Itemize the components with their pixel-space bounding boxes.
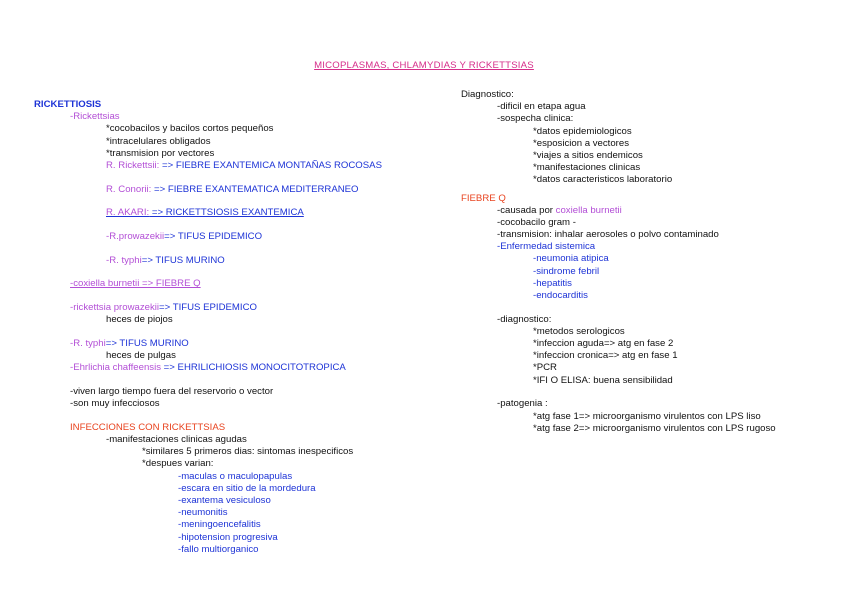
species-disease: => TIFUS MURINO (141, 254, 225, 266)
species-disease: => FIEBRE EXANTEMICA MONTAÑAS ROCOSAS (159, 159, 382, 171)
species-disease: => TIFUS EPIDEMICO (164, 231, 263, 242)
prowazekii-note: heces de piojos (106, 314, 173, 326)
sospecha-item: *datos epidemiologicos (533, 125, 632, 137)
diagnostico-item: *PCR (533, 362, 557, 374)
ehrlichia-line (34, 362, 444, 374)
species-disease: => RICKETTSIOSIS EXANTEMICA (149, 207, 304, 219)
typhi-disease: => TIFUS MURINO (105, 337, 189, 349)
typhi-name: -R. typhi (70, 337, 106, 349)
prowazekii-name: -rickettsia prowazekii (70, 302, 160, 314)
fiebre-item: -cocobacilo gram - (497, 216, 576, 228)
enfermedad-line: -Enfermedad sistemica (497, 241, 596, 253)
species-name: -R.prowazekii (106, 231, 165, 242)
patogenia-item: *atg fase 2=> microorganismo virulentos con LPS rugoso (533, 422, 776, 434)
sospecha-item: *datos caracteristicos laboratorio (533, 174, 673, 186)
causada-prefix: -causada por (497, 204, 556, 216)
species-name: -R. typhi (106, 254, 142, 266)
right-column (461, 89, 841, 435)
enfermedad-item: -sindrome febril (533, 265, 600, 277)
species-name: R. Rickettsii: (106, 159, 160, 171)
left-column (34, 99, 444, 556)
species-line (34, 207, 444, 219)
diagnostico-item: *infeccion cronica=> atg en fase 1 (533, 350, 678, 362)
manifestation-item: -hipotension progresiva (178, 531, 278, 543)
infecciones-heading: INFECCIONES CON RICKETTSIAS (70, 421, 226, 433)
patogenia-item: *atg fase 1=> microorganismo virulentos con LPS liso (533, 410, 761, 422)
species-line (34, 184, 444, 196)
fiebre-q-heading: FIEBRE Q (461, 192, 506, 204)
patogenia-line: -patogenia : (497, 398, 548, 410)
feature-line: *cocobacilos y bacilos cortos pequeños (106, 123, 274, 135)
diagnostico-item: *metodos serologicos (533, 325, 625, 337)
diagnostico-item: *infeccion aguda=> atg en fase 2 (533, 338, 674, 350)
note-line: -son muy infecciosos (70, 398, 160, 410)
ehrlichia-disease: => EHRILICHIOSIS MONOCITOTROPICA (161, 362, 346, 374)
rickettsias-label: -Rickettsias (70, 111, 120, 123)
species-line (34, 160, 444, 172)
typhi-line (34, 338, 444, 350)
feature-line: *transmision por vectores (106, 147, 215, 159)
species-disease: => FIEBRE EXANTEMATICA MEDITERRANEO (151, 183, 359, 195)
fiebre-item: -transmision: inhalar aerosoles o polvo contaminado (497, 229, 719, 241)
diagnostico-label: Diagnostico: (461, 89, 514, 100)
diag-item: -sospecha clinica: (497, 113, 574, 125)
note-line: -viven largo tiempo fuera del reservorio o vector (70, 386, 274, 397)
causada-name: coxiella burnetii (555, 204, 622, 216)
feature-line: *intracelulares obligados (106, 135, 211, 147)
sospecha-item: *esposicion a vectores (533, 137, 629, 149)
manifestaciones-line: -manifestaciones clinicas agudas (106, 434, 247, 446)
prowazekii-line (34, 302, 444, 314)
ehrlichia-name: -Ehrlichia chaffeensis (70, 362, 162, 374)
manifestation-item: -exantema vesiculoso (178, 495, 271, 506)
sospecha-item: *manifestaciones clinicas (533, 162, 641, 174)
causada-line (461, 205, 841, 217)
species-line (34, 255, 444, 267)
manifestation-item: -fallo multiorganico (178, 543, 259, 555)
species-name: R. AKARI: (106, 207, 150, 219)
diagnostico-line: -diagnostico: (497, 313, 552, 325)
species-line (34, 231, 444, 243)
typhi-note: heces de pulgas (106, 350, 176, 362)
enfermedad-item: -neumonia atipica (533, 253, 609, 265)
prowazekii-disease: => TIFUS EPIDEMICO (159, 302, 257, 314)
manifestation-item: -maculas o maculopapulas (178, 470, 293, 482)
despues-line: *despues varian: (142, 458, 214, 470)
similares-line: *similares 5 primeros dias: sintomas inespecificos (142, 446, 354, 458)
manifestation-item: -neumonitis (178, 507, 228, 519)
diag-item: -dificil en etapa agua (497, 101, 586, 113)
enfermedad-item: -endocarditis (533, 290, 588, 301)
manifestation-item: -escara en sitio de la mordedura (178, 482, 316, 494)
rickettiosis-heading: RICKETTIOSIS (34, 99, 102, 110)
sospecha-item: *viajes a sitios endemicos (533, 149, 643, 161)
species-name: R. Conorii: (106, 183, 152, 195)
manifestation-item: -meningoencefalitis (178, 519, 261, 531)
coxiella-line: -coxiella burnetii => FIEBRE Q (70, 278, 201, 290)
enfermedad-item: -hepatitis (533, 277, 572, 289)
diagnostico-item: *IFI O ELISA: buena sensibilidad (533, 374, 673, 386)
page-title: MICOPLASMAS, CHLAMYDIAS Y RICKETTSIAS (314, 60, 534, 71)
